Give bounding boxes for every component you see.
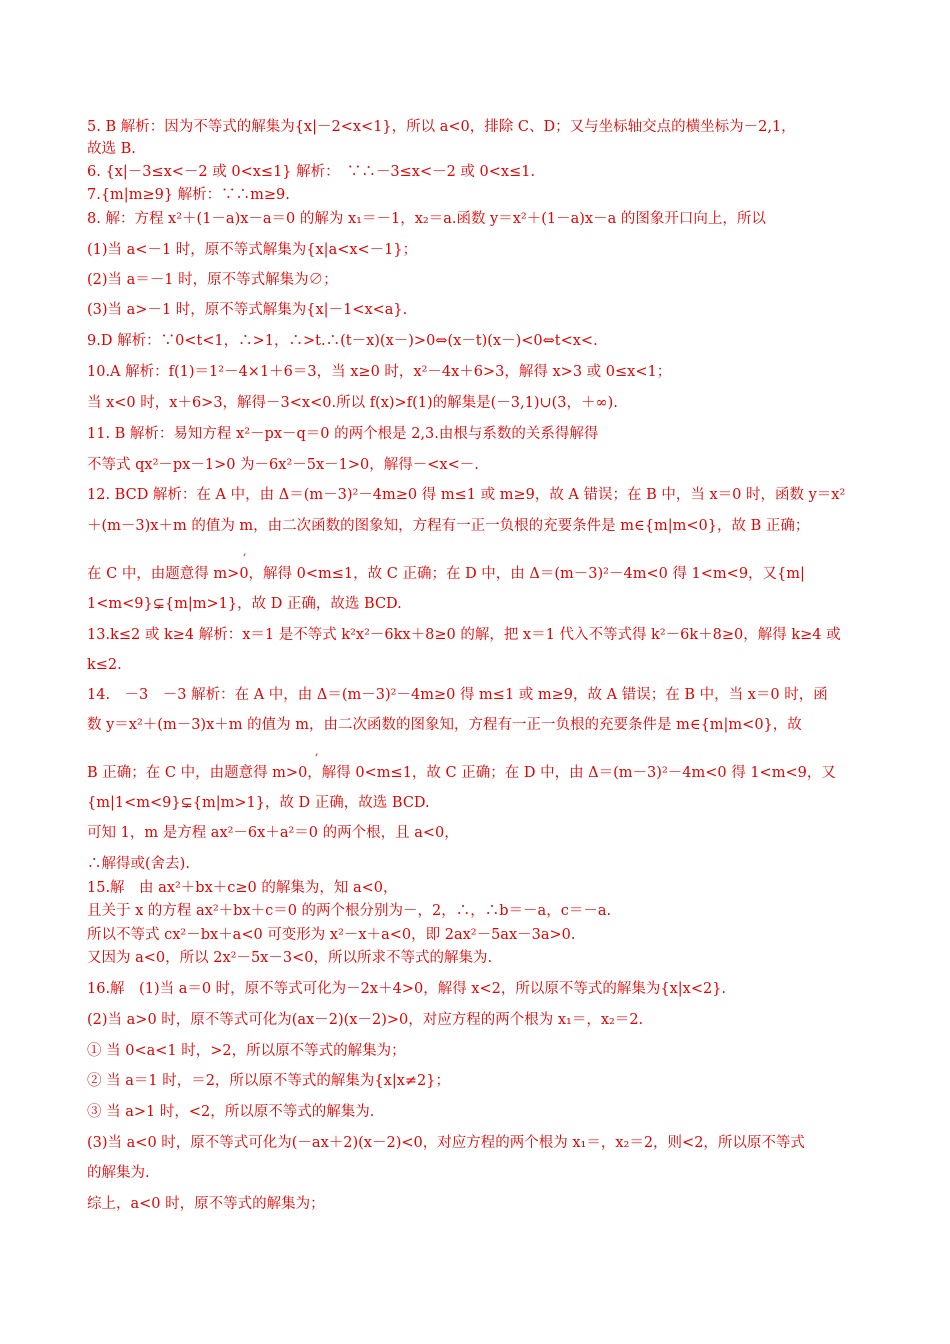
text-line: B 正确；在 C 中，由题意得 m>0，解得 0<m≤1，故 C 正确；在 D 中，由 Δ＝(m－3)²－4m<0 得 1<m<9，又	[87, 765, 836, 781]
text-line: 不等式 qx²－px－1>0 为－6x²－5x－1>0，解得－<x<－.	[87, 457, 479, 473]
text-line: (3)当 a<0 时，原不等式可化为(－ax＋2)(x－2)<0，对应方程的两个根为 x₁＝，x₂＝2，则<2，所以原不等式	[87, 1135, 805, 1151]
text-line: ② 当 a＝1 时，＝2，所以原不等式的解集为{x|x≠2}；	[87, 1073, 450, 1089]
text-line: 11. B 解析：易知方程 x²－px－q＝0 的两个根是 2,3.由根与系数的关系得解得	[87, 426, 599, 442]
text-line: 10.A 解析：f(1)＝1²－4×1＋6＝3，当 x≥0 时，x²－4x＋6>3，解得 x>3 或 0≤x<1；	[87, 364, 672, 380]
text-line: ∴解得或(舍去).	[87, 856, 190, 872]
text-line: 6. {x|－3≤x<－2 或 0<x≤1} 解析： ∵∴－3≤x<－2 或 0<x≤1.	[87, 164, 536, 180]
text-line: 故选 B.	[87, 141, 136, 157]
text-line: 又因为 a<0，所以 2x²－5x－3<0，所以所求不等式的解集为.	[87, 950, 493, 966]
text-line: 当 x<0 时，x＋6>3，解得－3<x<0.所以 f(x)>f(1)的解集是(－3,1)∪(3，＋∞).	[87, 395, 618, 411]
text-line: 数 y＝x²＋(m－3)x＋m 的值为 m，由二次函数的图象知，方程有一正一负根的充要条件是 m∈{m|m<0}，故	[87, 717, 802, 733]
stray-comma-mark: ,	[243, 545, 247, 558]
text-line: 1<m<9}⊊{m|m>1}，故 D 正确，故选 BCD.	[87, 596, 402, 612]
text-line: 16.解 (1)当 a＝0 时，原不等式可化为－2x＋4>0，解得 x<2，所以原不等式的解集为{x|x<2}.	[87, 981, 727, 997]
text-line: 9.D 解析：∵0<t<1，∴>1，∴>t.∴(t－x)(x－)>0⇔(x－t)(x－)<0⇔t<x<.	[87, 333, 598, 349]
text-line: 15.解 由 ax²＋bx＋c≥0 的解集为，知 a<0，	[87, 880, 398, 896]
text-line: ＋(m－3)x＋m 的值为 m，由二次函数的图象知，方程有一正一负根的充要条件是 m∈{m|m<0}，故 B 正确；	[87, 518, 810, 534]
text-line: 在 C 中，由题意得 m>0，解得 0<m≤1，故 C 正确；在 D 中，由 Δ＝(m－3)²－4m<0 得 1<m<9，又{m|	[87, 566, 805, 582]
text-line: 5. B 解析：因为不等式的解集为{x|－2<x<1}，所以 a<0，排除 C、D；又与坐标轴交点的横坐标为－2,1，	[87, 119, 796, 135]
text-line: 13.k≤2 或 k≥4 解析：x＝1 是不等式 k²x²－6kx＋8≥0 的解，把 x＝1 代入不等式得 k²－6k＋8≥0，解得 k≥4 或	[87, 627, 841, 643]
text-line: ③ 当 a>1 时，<2，所以原不等式的解集为.	[87, 1104, 375, 1120]
text-line: 综上，a<0 时，原不等式的解集为；	[87, 1196, 325, 1212]
text-line: (2)当 a＝－1 时，原不等式解集为∅；	[87, 272, 338, 288]
stray-comma-mark: ,	[315, 745, 319, 758]
text-line: 可知 1，m 是方程 ax²－6x＋a²＝0 的两个根，且 a<0，	[87, 825, 459, 841]
text-line: (2)当 a>0 时，原不等式可化为(ax－2)(x－2)>0，对应方程的两个根为 x₁＝，x₂＝2.	[87, 1012, 644, 1028]
text-line: k≤2.	[87, 657, 122, 673]
text-line: (3)当 a>－1 时，原不等式解集为{x|－1<x<a}.	[87, 302, 408, 318]
text-line: ① 当 0<a<1 时，>2，所以原不等式的解集为；	[87, 1043, 406, 1059]
text-line: (1)当 a<－1 时，原不等式解集为{x|a<x<－1}；	[87, 242, 418, 258]
text-line: 所以不等式 cx²－bx＋a<0 可变形为 x²－x＋a<0，即 2ax²－5ax－3a>0.	[87, 927, 576, 943]
text-line: 且关于 x 的方程 ax²＋bx＋c＝0 的两个根分别为－，2，∴，∴b＝－a，c＝－a.	[87, 903, 612, 919]
text-line: 8. 解：方程 x²＋(1－a)x－a＝0 的解为 x₁＝－1，x₂＝a.函数 y＝x²＋(1－a)x－a 的图象开口向上，所以	[87, 211, 766, 227]
text-line: 的解集为.	[87, 1165, 150, 1181]
text-line: {m|1<m<9}⊊{m|m>1}，故 D 正确，故选 BCD.	[87, 795, 430, 811]
text-line: 14. －3 －3 解析：在 A 中，由 Δ＝(m－3)²－4m≥0 得 m≤1 或 m≥9，故 A 错误；在 B 中，当 x＝0 时，函	[87, 687, 828, 703]
text-line: 7.{m|m≥9} 解析：∵∴m≥9.	[87, 187, 290, 203]
text-line: 12. BCD 解析：在 A 中，由 Δ＝(m－3)²－4m≥0 得 m≤1 或 m≥9，故 A 错误；在 B 中，当 x＝0 时，函数 y＝x²	[87, 487, 846, 503]
